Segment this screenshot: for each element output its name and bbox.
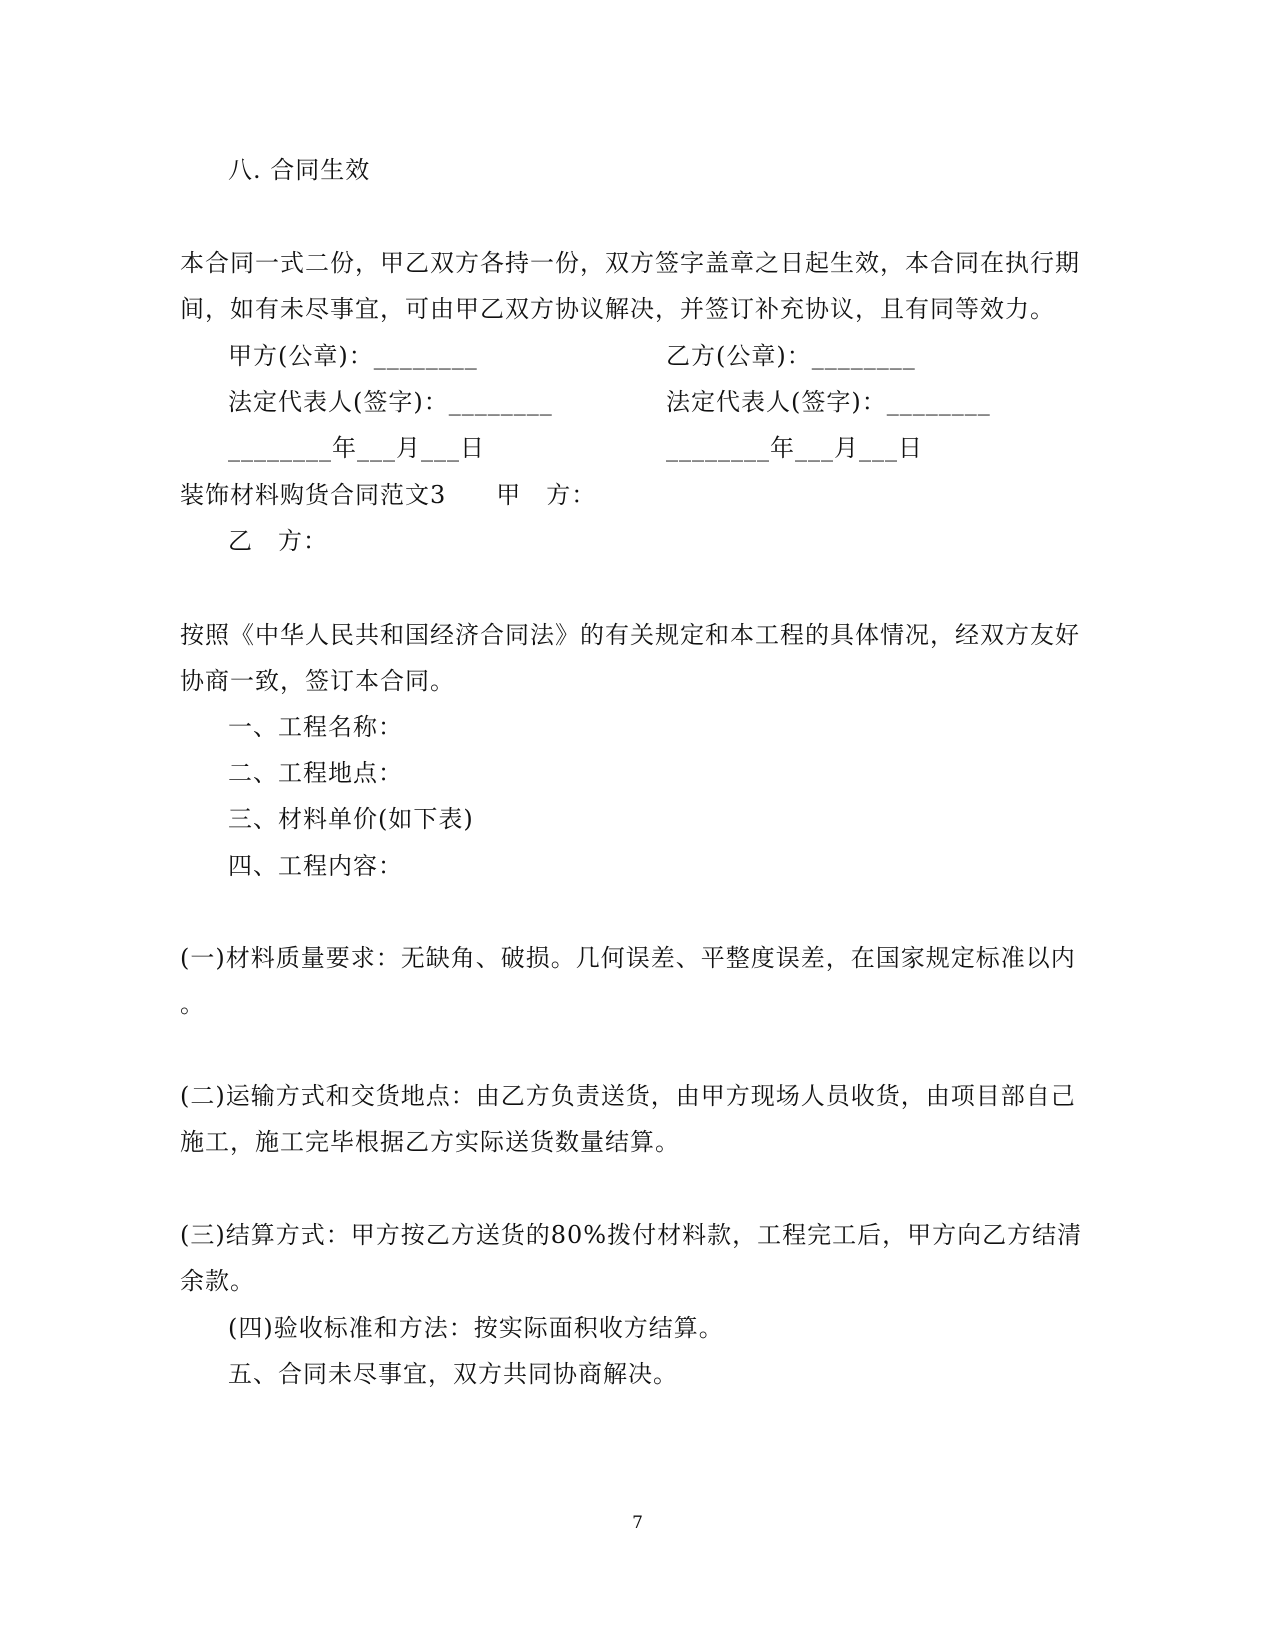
party-a-representative-field: 法定代表人(签字)：________ — [228, 388, 553, 416]
paragraph-line: 本合同一式二份，甲乙双方各持一份，双方签字盖章之日起生效，本合同在执行期 — [180, 249, 1080, 277]
section-heading: 八. 合同生效 — [228, 156, 371, 184]
party-a-seal-field: 甲方(公章)：________ — [228, 342, 478, 370]
paragraph-line: 余款。 — [180, 1267, 255, 1295]
party-a-date-field: ________年___月___日 — [228, 434, 485, 462]
paragraph-line: 。 — [180, 990, 205, 1018]
list-item: 五、合同未尽事宜，双方共同协商解决。 — [228, 1360, 678, 1388]
paragraph-line: 间，如有未尽事宜，可由甲乙双方协议解决，并签订补充协议，且有同等效力。 — [180, 295, 1055, 323]
paragraph-line: 按照《中华人民共和国经济合同法》的有关规定和本工程的具体情况，经双方友好 — [180, 621, 1080, 649]
party-b-representative-field: 法定代表人(签字)：________ — [666, 388, 991, 416]
paragraph-line: 施工，施工完毕根据乙方实际送货数量结算。 — [180, 1128, 680, 1156]
paragraph-line: (二)运输方式和交货地点：由乙方负责送货，由甲方现场人员收货，由项目部自己 — [180, 1082, 1076, 1110]
list-item: 三、材料单价(如下表) — [228, 805, 474, 833]
list-item: 二、工程地点： — [228, 759, 403, 787]
paragraph-line: (三)结算方式：甲方按乙方送货的80%拨付材料款，工程完工后，甲方向乙方结清 — [180, 1221, 1083, 1249]
page-number: 7 — [632, 1513, 643, 1533]
party-b-date-field: ________年___月___日 — [666, 434, 923, 462]
contract-title-line: 装饰材料购货合同范文3 甲 方： — [180, 481, 597, 509]
party-b-line: 乙 方： — [228, 527, 328, 555]
list-item: 一、工程名称： — [228, 713, 403, 741]
paragraph-line: 协商一致，签订本合同。 — [180, 667, 455, 695]
paragraph-line: (一)材料质量要求：无缺角、破损。几何误差、平整度误差，在国家规定标准以内 — [180, 944, 1076, 972]
party-b-seal-field: 乙方(公章)：________ — [666, 342, 916, 370]
list-item: (四)验收标准和方法：按实际面积收方结算。 — [228, 1314, 724, 1342]
list-item: 四、工程内容： — [228, 852, 403, 880]
